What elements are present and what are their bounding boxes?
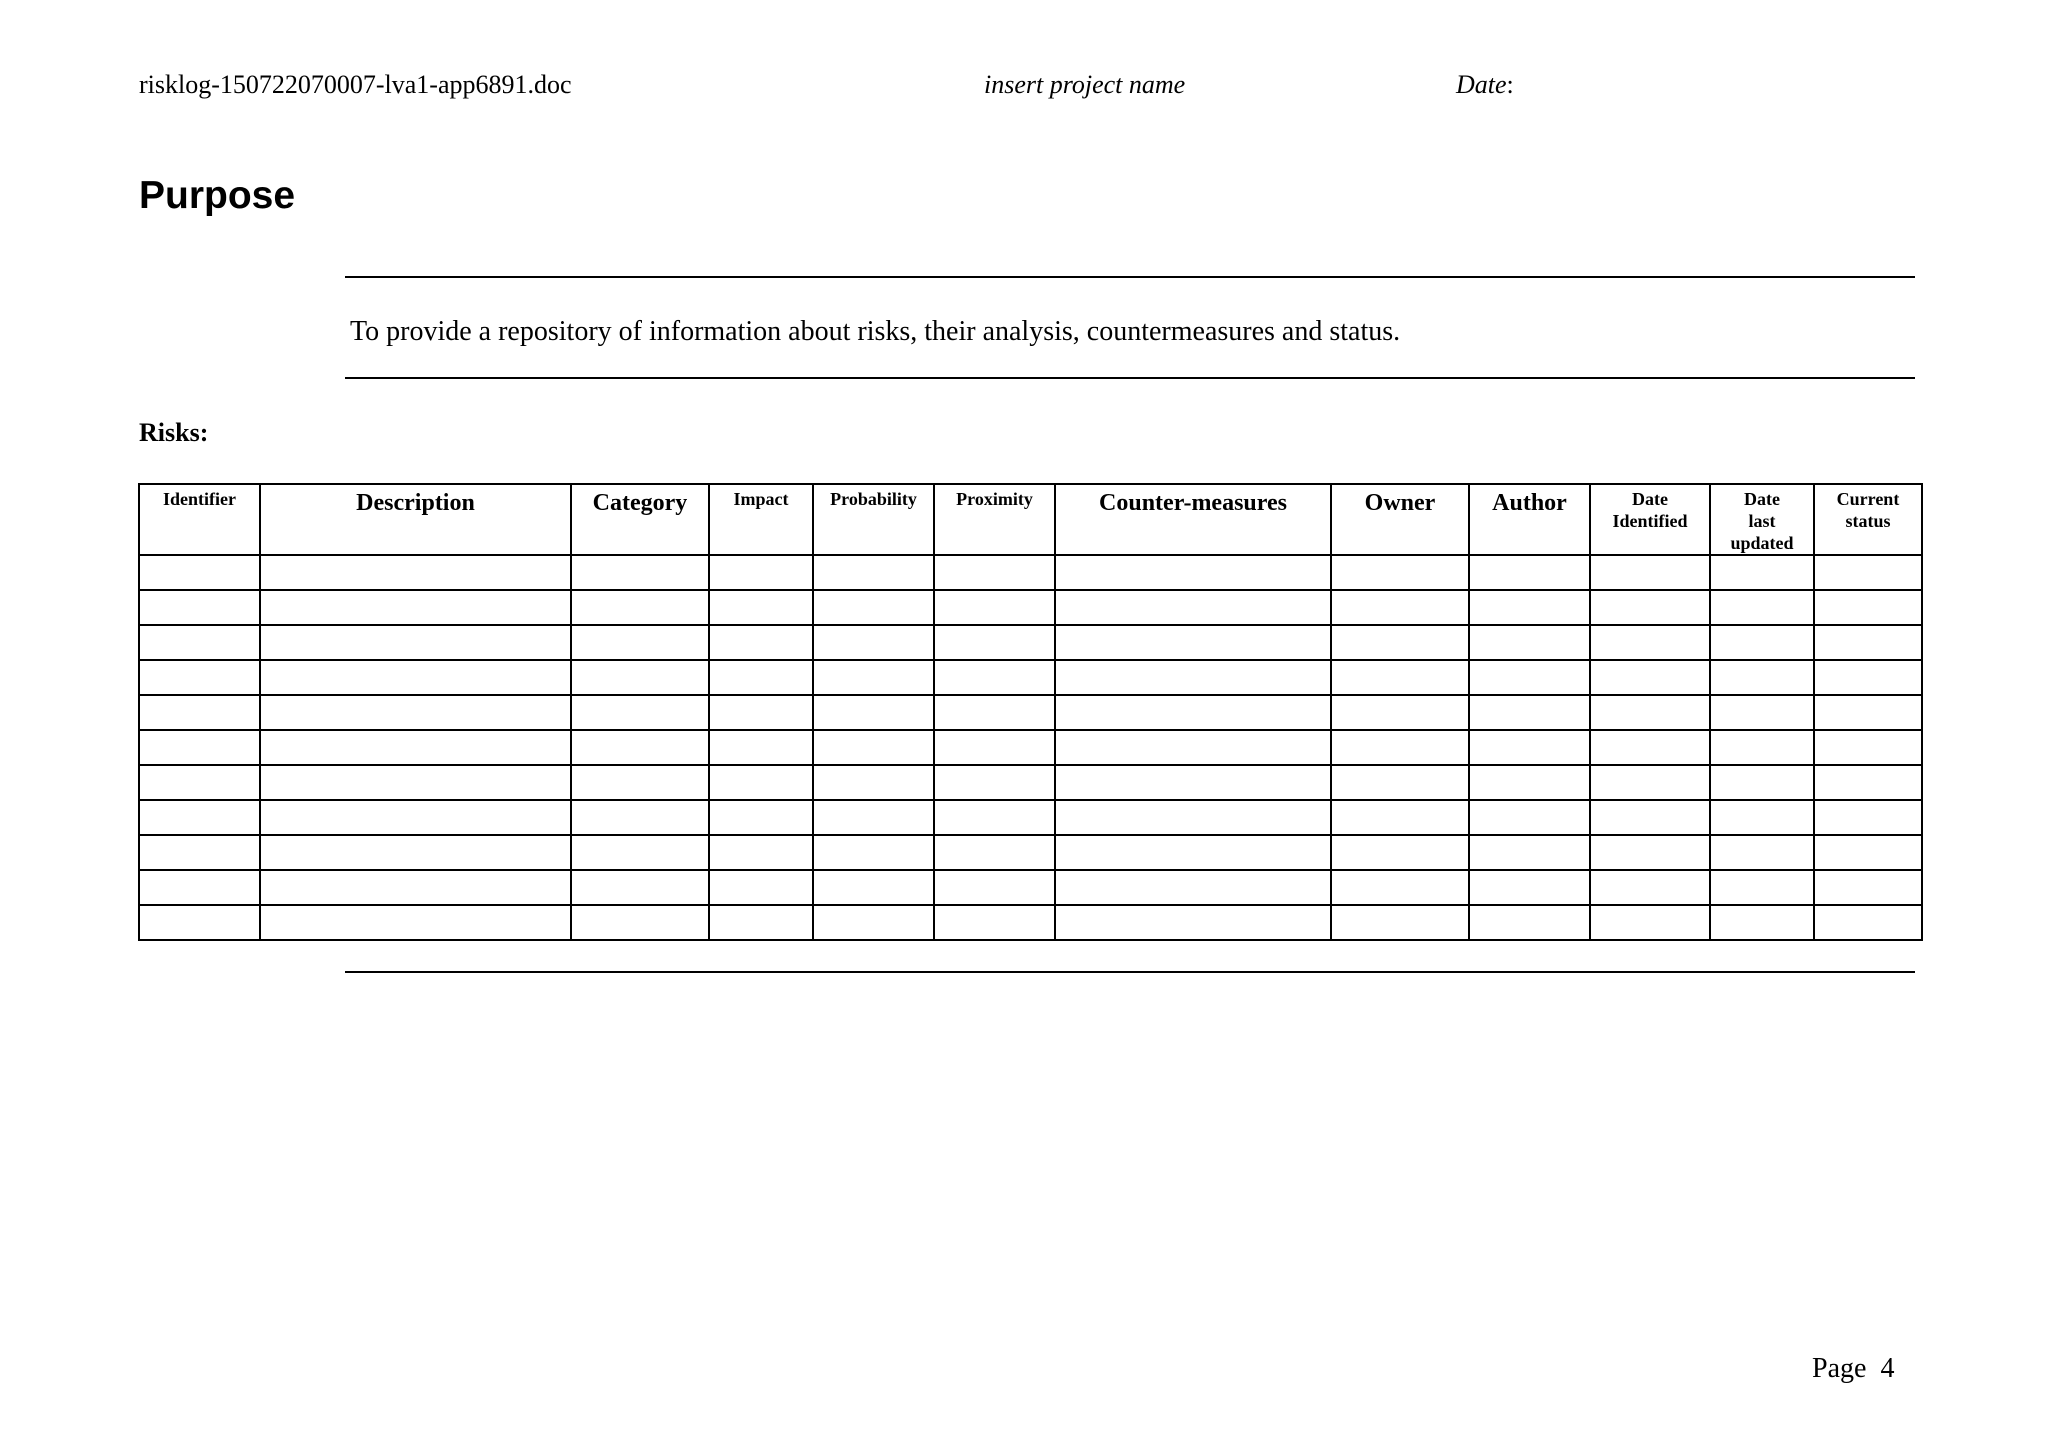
table-cell[interactable] [1590,905,1710,940]
table-cell[interactable] [934,870,1055,905]
table-cell[interactable] [709,590,813,625]
table-cell[interactable] [139,905,260,940]
col-header-counter-measures: Counter-measures [1055,484,1331,555]
table-cell[interactable] [1710,625,1814,660]
table-cell[interactable] [813,870,934,905]
purpose-text: To provide a repository of information about risks, their analysis, countermeasures and status. [350,316,1401,347]
table-cell[interactable] [1055,730,1331,765]
col-header-current-status: Current status [1814,484,1922,555]
risks-label: Risks: [139,418,209,447]
table-cell[interactable] [1590,835,1710,870]
table-cell[interactable] [260,765,571,800]
table-cell[interactable] [260,835,571,870]
header-project-name: insert project name [984,70,1186,99]
table-cell[interactable] [813,730,934,765]
table-row [139,695,1922,730]
table-cell[interactable] [813,905,934,940]
table-cell[interactable] [1469,625,1590,660]
table-cell[interactable] [709,555,813,590]
table-cell[interactable] [709,765,813,800]
table-cell[interactable] [1710,870,1814,905]
table-cell[interactable] [813,835,934,870]
divider-middle [345,377,1915,379]
table-cell[interactable] [1710,695,1814,730]
table-cell[interactable] [934,695,1055,730]
table-cell[interactable] [1710,555,1814,590]
col-header-proximity: Proximity [934,484,1055,555]
table-cell[interactable] [1590,765,1710,800]
table-cell[interactable] [260,730,571,765]
table-cell[interactable] [1469,695,1590,730]
table-cell[interactable] [1590,625,1710,660]
table-cell[interactable] [709,695,813,730]
table-cell[interactable] [1331,765,1469,800]
purpose-heading: Purpose [139,174,296,217]
table-cell[interactable] [1469,905,1590,940]
table-cell[interactable] [1055,590,1331,625]
table-cell[interactable] [1469,555,1590,590]
table-cell[interactable] [1331,625,1469,660]
table-row [139,905,1922,940]
table-cell[interactable] [1331,870,1469,905]
table-cell[interactable] [1331,730,1469,765]
table-cell[interactable] [260,590,571,625]
table-cell[interactable] [571,590,709,625]
table-cell[interactable] [1331,555,1469,590]
header-date-value: : [1506,70,1514,99]
table-cell[interactable] [709,730,813,765]
table-cell[interactable] [1055,660,1331,695]
table-cell[interactable] [934,765,1055,800]
table-cell[interactable] [139,765,260,800]
table-cell[interactable] [1710,765,1814,800]
table-cell[interactable] [139,870,260,905]
table-cell[interactable] [571,765,709,800]
header-file-name: risklog-150722070007-lva1-app6891.doc [139,70,572,99]
table-cell[interactable] [709,905,813,940]
divider-top [345,276,1915,278]
table-row [139,590,1922,625]
table-cell[interactable] [934,555,1055,590]
table-cell[interactable] [1814,765,1922,800]
col-header-impact: Impact [709,484,813,555]
table-cell[interactable] [260,695,571,730]
risk-table-header-row [139,484,1922,555]
table-cell[interactable] [813,625,934,660]
table-cell[interactable] [1055,800,1331,835]
table-cell[interactable] [1710,800,1814,835]
table-cell[interactable] [1590,695,1710,730]
table-cell[interactable] [260,800,571,835]
table-cell[interactable] [139,555,260,590]
table-cell[interactable] [1055,625,1331,660]
table-cell[interactable] [1710,905,1814,940]
table-cell[interactable] [1469,835,1590,870]
table-cell[interactable] [1331,660,1469,695]
table-row [139,730,1922,765]
table-cell[interactable] [1469,730,1590,765]
table-cell[interactable] [1469,870,1590,905]
table-cell[interactable] [1710,590,1814,625]
table-cell[interactable] [1814,870,1922,905]
col-header-owner: Owner [1331,484,1469,555]
table-cell[interactable] [709,835,813,870]
table-cell[interactable] [260,555,571,590]
table-cell[interactable] [1590,660,1710,695]
table-row [139,835,1922,870]
table-cell[interactable] [1469,660,1590,695]
divider-bottom [345,971,1915,973]
header-date-label: Date [1456,70,1507,99]
table-cell[interactable] [1814,590,1922,625]
col-header-identifier: Identifier [139,484,260,555]
table-cell[interactable] [1590,730,1710,765]
table-cell[interactable] [1055,905,1331,940]
table-cell[interactable] [1055,835,1331,870]
table-cell[interactable] [139,625,260,660]
risk-table [138,483,1923,941]
table-cell[interactable] [813,590,934,625]
col-header-category: Category [571,484,709,555]
table-cell[interactable] [813,660,934,695]
table-cell[interactable] [260,625,571,660]
table-cell[interactable] [709,870,813,905]
table-cell[interactable] [934,800,1055,835]
table-cell[interactable] [571,695,709,730]
table-cell[interactable] [1055,765,1331,800]
table-cell[interactable] [1814,625,1922,660]
table-cell[interactable] [139,835,260,870]
table-cell[interactable] [1331,905,1469,940]
table-cell[interactable] [139,800,260,835]
table-cell[interactable] [1814,555,1922,590]
table-cell[interactable] [1331,590,1469,625]
table-cell[interactable] [571,835,709,870]
table-cell[interactable] [1055,695,1331,730]
table-cell[interactable] [1814,730,1922,765]
page-number-value: 4 [1880,1353,1895,1384]
table-cell[interactable] [1814,800,1922,835]
table-cell[interactable] [139,590,260,625]
table-cell[interactable] [709,800,813,835]
col-header-author: Author [1469,484,1590,555]
table-cell[interactable] [139,730,260,765]
header-date [1456,68,1514,102]
table-cell[interactable] [934,625,1055,660]
table-cell[interactable] [1710,660,1814,695]
table-cell[interactable] [1814,905,1922,940]
col-header-date-identified: Date Identified [1590,484,1710,555]
table-cell[interactable] [1469,800,1590,835]
table-cell[interactable] [1814,660,1922,695]
table-cell[interactable] [571,905,709,940]
table-cell[interactable] [1331,695,1469,730]
table-row [139,660,1922,695]
col-header-probability: Probability [813,484,934,555]
table-row [139,555,1922,590]
table-cell[interactable] [813,555,934,590]
table-cell[interactable] [934,730,1055,765]
table-cell[interactable] [1710,835,1814,870]
table-cell[interactable] [571,625,709,660]
table-cell[interactable] [709,625,813,660]
table-cell[interactable] [1814,835,1922,870]
table-cell[interactable] [571,660,709,695]
table-cell[interactable] [813,765,934,800]
table-cell[interactable] [260,870,571,905]
table-cell[interactable] [1590,590,1710,625]
table-cell[interactable] [1331,800,1469,835]
page-number [1812,1351,1894,1387]
table-cell[interactable] [1814,695,1922,730]
page-label: Page [1812,1353,1867,1384]
table-cell[interactable] [1590,870,1710,905]
table-cell[interactable] [260,905,571,940]
table-cell[interactable] [571,730,709,765]
table-cell[interactable] [1469,765,1590,800]
table-cell[interactable] [260,660,571,695]
table-cell[interactable] [1469,590,1590,625]
table-cell[interactable] [571,800,709,835]
table-cell[interactable] [1590,800,1710,835]
table-cell[interactable] [139,695,260,730]
table-cell[interactable] [1590,555,1710,590]
table-cell[interactable] [1710,730,1814,765]
table-cell[interactable] [813,695,934,730]
table-cell[interactable] [1331,835,1469,870]
table-cell[interactable] [1055,870,1331,905]
col-header-description: Description [260,484,571,555]
table-cell[interactable] [571,555,709,590]
table-cell[interactable] [1055,555,1331,590]
table-cell[interactable] [934,905,1055,940]
col-header-date-last-updated: Date last updated [1710,484,1814,555]
risk-table-body [139,555,1922,940]
table-cell[interactable] [813,800,934,835]
table-row [139,765,1922,800]
table-row [139,800,1922,835]
table-cell[interactable] [571,870,709,905]
table-row [139,870,1922,905]
table-cell[interactable] [139,660,260,695]
table-cell[interactable] [934,660,1055,695]
table-cell[interactable] [934,835,1055,870]
table-row [139,625,1922,660]
table-cell[interactable] [934,590,1055,625]
table-cell[interactable] [709,660,813,695]
